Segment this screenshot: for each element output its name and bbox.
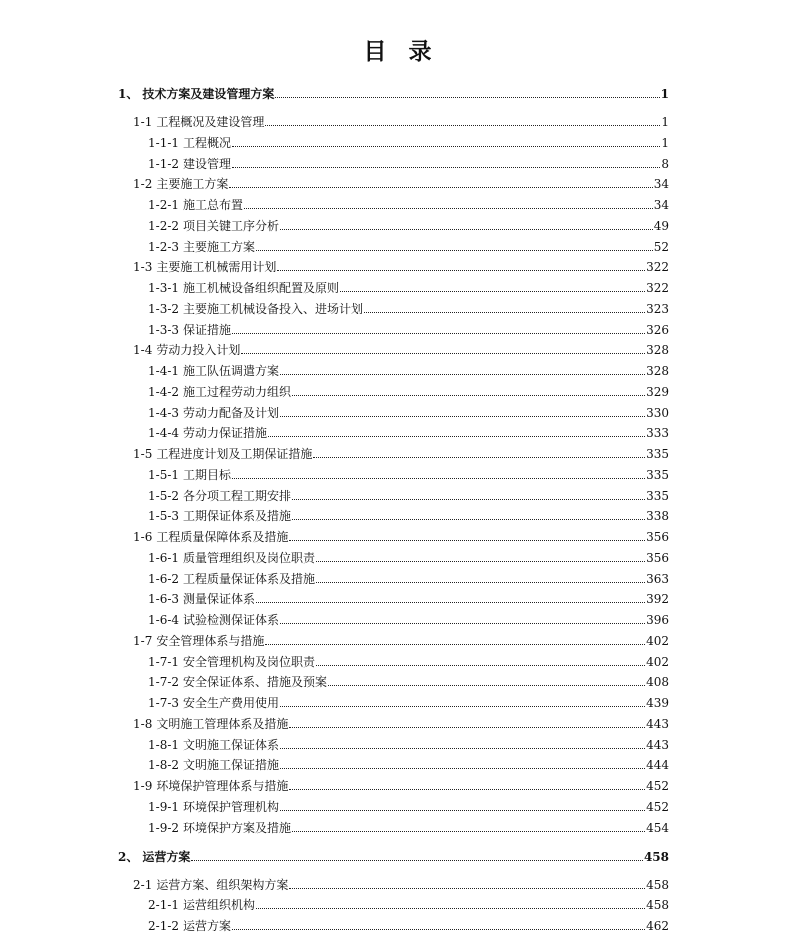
toc-entry-page: 1: [661, 136, 669, 150]
toc-entry-text: 施工机械设备组织配置及原则: [183, 281, 340, 295]
toc-entry[interactable]: [148, 691, 669, 711]
toc-entry-page: 356: [646, 530, 669, 544]
toc-entry-text: 劳动力配备及计划: [183, 406, 280, 420]
toc-entry-text: 文明施工保证体系: [183, 738, 280, 752]
toc-entry[interactable]: [148, 276, 669, 296]
toc-entry-label: [148, 508, 291, 524]
toc-entry[interactable]: [133, 110, 669, 130]
toc-entry-label: [133, 446, 312, 462]
toc-entry-number: 1-6-3: [148, 592, 180, 606]
toc-entry[interactable]: [148, 816, 669, 836]
dot-leader: [280, 810, 645, 811]
dot-leader: [280, 748, 645, 749]
toc-entry[interactable]: [133, 442, 669, 462]
toc-entry-text: 工期目标: [183, 468, 232, 482]
toc-entry-label: [148, 363, 279, 379]
toc-title-char-2: 录: [408, 38, 432, 65]
toc-entry-text: 保证措施: [183, 323, 232, 337]
toc-entry-text: 运营组织机构: [183, 898, 256, 912]
dot-leader: [232, 333, 645, 334]
toc-entry-number: 1-2-1: [148, 198, 180, 212]
dot-leader: [256, 602, 645, 603]
toc-entry-text: 工程进度计划及工期保证措施: [156, 447, 313, 461]
toc-entry[interactable]: [133, 255, 669, 275]
toc-entry[interactable]: [118, 845, 669, 865]
toc-entry-label: [148, 384, 291, 400]
toc-entry-page: 333: [646, 426, 669, 440]
toc-entry-page: 326: [646, 323, 669, 337]
dot-leader: [328, 685, 645, 686]
toc-entry-page: 458: [643, 850, 669, 864]
toc-entry-label: [148, 654, 315, 670]
toc-entry-number: 1-3: [133, 260, 153, 274]
toc-entry-page: 392: [646, 592, 669, 606]
dot-leader: [316, 561, 645, 562]
toc-entry-label: [148, 897, 255, 913]
toc-entry-number: 1-4-2: [148, 385, 180, 399]
toc-entry-text: 主要施工机械需用计划: [156, 260, 277, 274]
dot-leader: [191, 860, 643, 861]
toc-entry[interactable]: [148, 359, 669, 379]
toc-entry-page: 34: [653, 177, 669, 191]
toc-entry[interactable]: [148, 401, 669, 421]
toc-entry-page: 322: [646, 281, 669, 295]
toc-entry-text: 运营方案: [183, 919, 232, 933]
toc-entry-text: 劳动力投入计划: [156, 343, 241, 357]
toc-entry-number: 2-1: [133, 878, 153, 892]
toc-entry-number: 1-7: [133, 634, 153, 648]
toc-entry-number: 1-3-1: [148, 281, 180, 295]
toc-entry-label: [148, 820, 291, 836]
toc-entry-text: 各分项工程工期安排: [183, 489, 292, 503]
toc-entry[interactable]: [133, 774, 669, 794]
toc-entry-label: [133, 633, 264, 649]
toc-entry-text: 劳动力保证措施: [183, 426, 268, 440]
toc-entry-page: 335: [646, 447, 669, 461]
dot-leader: [292, 519, 645, 520]
dot-leader: [364, 312, 645, 313]
toc-entry-number: 2、: [118, 850, 139, 864]
toc-entry-number: 1-3-2: [148, 302, 180, 316]
toc-entry-page: 408: [646, 675, 669, 689]
toc-entry-page: 439: [646, 696, 669, 710]
toc-entry[interactable]: [133, 172, 669, 192]
toc-entry-number: 1-2-2: [148, 219, 180, 233]
toc-entry-label: [133, 778, 288, 794]
toc-entry[interactable]: [148, 484, 669, 504]
toc-entry-text: 文明施工管理体系及措施: [156, 717, 289, 731]
toc-entry[interactable]: [148, 546, 669, 566]
toc-entry-text: 运营方案、组织架构方案: [156, 878, 289, 892]
toc-entry[interactable]: [133, 873, 669, 893]
toc-entry-page: 8: [661, 157, 669, 171]
toc-entry-label: [133, 176, 228, 192]
toc-entry[interactable]: [148, 463, 669, 483]
toc-entry-number: 1-2-3: [148, 240, 180, 254]
toc-entry[interactable]: [148, 214, 669, 234]
toc-entry-label: [148, 488, 291, 504]
toc-entry-number: 1-4-3: [148, 406, 180, 420]
toc-entry-text: 安全生产费用使用: [183, 696, 280, 710]
toc-entry[interactable]: [133, 338, 669, 358]
toc-entry[interactable]: [148, 608, 669, 628]
toc-entry-text: 试验检测保证体系: [183, 613, 280, 627]
toc-entry-label: [133, 716, 288, 732]
toc-entry-label: [148, 695, 279, 711]
dot-leader: [289, 540, 645, 541]
toc-entry-label: [148, 550, 315, 566]
dot-leader: [280, 229, 653, 230]
toc-entry-number: 2-1-1: [148, 898, 180, 912]
toc-entry[interactable]: [148, 893, 669, 913]
toc-entry-text: 环境保护方案及措施: [183, 821, 292, 835]
dot-leader: [256, 250, 653, 251]
toc-entry-number: 1-4-1: [148, 364, 180, 378]
toc-title-char-1: 目: [363, 38, 387, 65]
toc-entry[interactable]: [148, 380, 669, 400]
toc-entry[interactable]: [148, 753, 669, 773]
toc-entry-label: [133, 877, 288, 893]
toc-entry-page: 335: [646, 489, 669, 503]
toc-entry-text: 测量保证体系: [183, 592, 256, 606]
toc-entry-text: 主要施工方案: [156, 177, 229, 191]
toc-entry-label: [148, 612, 279, 628]
toc-entry-label: [148, 280, 339, 296]
dot-leader: [289, 888, 645, 889]
toc-entry-page: 52: [653, 240, 669, 254]
dot-leader: [316, 665, 645, 666]
toc-entry[interactable]: [133, 712, 669, 732]
toc-entry-number: 1-7-1: [148, 655, 180, 669]
toc-entry-text: 施工队伍调遣方案: [183, 364, 280, 378]
toc-entry-text: 环境保护管理机构: [183, 800, 280, 814]
dot-leader: [313, 457, 645, 458]
toc-entry-page: 328: [646, 343, 669, 357]
toc-entry-text: 安全管理体系与措施: [156, 634, 265, 648]
toc-entry-page: 458: [646, 878, 669, 892]
toc-entry-label: [133, 529, 288, 545]
dot-leader: [316, 582, 645, 583]
toc-entry-text: 工程质量保障体系及措施: [156, 530, 289, 544]
toc-entry-page: 49: [653, 219, 669, 233]
toc-entry-text: 环境保护管理体系与措施: [156, 779, 289, 793]
toc-entry-number: 1-5-2: [148, 489, 180, 503]
toc-entry-label: [148, 239, 255, 255]
toc-entry-page: 443: [646, 717, 669, 731]
toc-entry-label: [148, 425, 267, 441]
toc-entry-label: [148, 322, 231, 338]
toc-entry-page: 329: [646, 385, 669, 399]
toc-entry-number: 1-6-4: [148, 613, 180, 627]
toc-entry[interactable]: [148, 131, 669, 151]
toc-entry-page: 454: [646, 821, 669, 835]
toc-entry-label: [148, 405, 279, 421]
toc-entry-label: [148, 135, 231, 151]
dot-leader: [241, 353, 645, 354]
toc-entry-page: 356: [646, 551, 669, 565]
toc-entry-label: [148, 197, 243, 213]
dot-leader: [265, 644, 645, 645]
toc-entry-number: 1-6: [133, 530, 153, 544]
toc-entry-page: 452: [646, 800, 669, 814]
dot-leader: [280, 706, 645, 707]
toc-entry-text: 工程质量保证体系及措施: [183, 572, 316, 586]
toc-entry[interactable]: [118, 82, 669, 102]
toc-entry[interactable]: [148, 567, 669, 587]
toc-title: [0, 37, 795, 67]
toc-entry-label: [148, 591, 255, 607]
toc-entry-label: [148, 799, 279, 815]
toc-entry-number: 1-5-1: [148, 468, 180, 482]
toc-entry-page: 443: [646, 738, 669, 752]
toc-entry-number: 1-1-2: [148, 157, 180, 171]
dot-leader: [232, 146, 660, 147]
dot-leader: [244, 208, 653, 209]
toc-entry-page: 402: [646, 634, 669, 648]
toc-entry-page: 363: [646, 572, 669, 586]
toc-entry-page: 328: [646, 364, 669, 378]
dot-leader: [277, 270, 645, 271]
toc-entry-page: 323: [646, 302, 669, 316]
toc-entry-number: 1-7-3: [148, 696, 180, 710]
toc-entry-text: 安全管理机构及岗位职责: [183, 655, 316, 669]
toc-entry-number: 1-2: [133, 177, 153, 191]
toc-entry-label: [133, 114, 264, 130]
toc-entry-label: [148, 156, 231, 172]
toc-entry[interactable]: [148, 650, 669, 670]
toc-entry[interactable]: [148, 795, 669, 815]
toc-entry-label: [118, 86, 274, 102]
toc-entry-label: [148, 571, 315, 587]
toc-entry-label: [148, 674, 327, 690]
toc-entry[interactable]: [148, 504, 669, 524]
toc-entry-number: 1-9-1: [148, 800, 180, 814]
dot-leader: [256, 908, 645, 909]
dot-leader: [280, 768, 645, 769]
toc-entry-number: 1-8-2: [148, 758, 180, 772]
toc-entry-number: 1-1-1: [148, 136, 180, 150]
toc-entry[interactable]: [148, 914, 669, 934]
toc-entry-text: 文明施工保证措施: [183, 758, 280, 772]
dot-leader: [289, 727, 645, 728]
dot-leader: [265, 125, 660, 126]
dot-leader: [232, 167, 660, 168]
toc-entry-number: 1-7-2: [148, 675, 180, 689]
toc-entry-number: 1-1: [133, 115, 153, 129]
toc-entry-number: 1-9: [133, 779, 153, 793]
toc-entry[interactable]: [148, 670, 669, 690]
toc-entry-label: [148, 757, 279, 773]
toc-entry-number: 1-5: [133, 447, 153, 461]
dot-leader: [280, 623, 645, 624]
toc-entry-number: 1-5-3: [148, 509, 180, 523]
toc-entry-text: 运营方案: [142, 850, 191, 864]
toc-entry-label: [148, 737, 279, 753]
toc-entry-number: 1、: [118, 87, 139, 101]
dot-leader: [232, 478, 645, 479]
toc-entry[interactable]: [148, 421, 669, 441]
toc-entry[interactable]: [148, 297, 669, 317]
toc-entry-number: 1-6-1: [148, 551, 180, 565]
toc-entry-number: 1-9-2: [148, 821, 180, 835]
toc-entry-number: 1-6-2: [148, 572, 180, 586]
toc-entry-text: 技术方案及建设管理方案: [142, 87, 275, 101]
toc-entry-page: 330: [646, 406, 669, 420]
toc-entry-page: 396: [646, 613, 669, 627]
toc-entry-label: [133, 342, 240, 358]
dot-leader: [268, 436, 645, 437]
toc-entry-number: 1-4: [133, 343, 153, 357]
toc-entry-page: 444: [646, 758, 669, 772]
toc-entry[interactable]: [148, 152, 669, 172]
dot-leader: [280, 416, 645, 417]
toc-entry[interactable]: [148, 318, 669, 338]
toc-entry-page: 458: [646, 898, 669, 912]
dot-leader: [280, 374, 645, 375]
toc-entry-text: 工程概况及建设管理: [156, 115, 265, 129]
toc-entry[interactable]: [133, 525, 669, 545]
toc-entry-page: 1: [661, 115, 669, 129]
toc-entry-text: 主要施工机械设备投入、进场计划: [183, 302, 364, 316]
dot-leader: [292, 395, 645, 396]
dot-leader: [289, 789, 645, 790]
toc-entry-page: 322: [646, 260, 669, 274]
toc-entry-text: 主要施工方案: [183, 240, 256, 254]
toc-entry-text: 安全保证体系、措施及预案: [183, 675, 328, 689]
toc-entry-text: 工程概况: [183, 136, 232, 150]
toc-entry-text: 项目关键工序分析: [183, 219, 280, 233]
toc-entry-number: 1-4-4: [148, 426, 180, 440]
toc-entry-text: 施工总布置: [183, 198, 244, 212]
toc-entry[interactable]: [148, 733, 669, 753]
toc-entry[interactable]: [148, 587, 669, 607]
toc-entry-page: 452: [646, 779, 669, 793]
dot-leader: [340, 291, 645, 292]
toc-entry[interactable]: [148, 235, 669, 255]
toc-entry-label: [148, 918, 231, 934]
toc-entry-label: [148, 301, 363, 317]
toc-entry-text: 质量管理组织及岗位职责: [183, 551, 316, 565]
toc-entry-page: 462: [646, 919, 669, 933]
toc-entry-label: [148, 467, 231, 483]
dot-leader: [275, 97, 659, 98]
toc-entry-number: 1-3-3: [148, 323, 180, 337]
toc-entry[interactable]: [133, 629, 669, 649]
toc-entry-page: 335: [646, 468, 669, 482]
toc-entry-text: 施工过程劳动力组织: [183, 385, 292, 399]
toc-entry-label: [133, 259, 276, 275]
toc-entry-label: [118, 849, 190, 865]
toc-entry-page: 402: [646, 655, 669, 669]
toc-entry-text: 建设管理: [183, 157, 232, 171]
toc-entry-label: [148, 218, 279, 234]
toc-entry[interactable]: [148, 193, 669, 213]
toc-entry-number: 2-1-2: [148, 919, 180, 933]
dot-leader: [229, 187, 652, 188]
dot-leader: [292, 499, 645, 500]
toc-entry-text: 工期保证体系及措施: [183, 509, 292, 523]
dot-leader: [232, 929, 645, 930]
toc-entry-page: 1: [660, 87, 669, 101]
dot-leader: [292, 831, 645, 832]
toc-entry-page: 34: [653, 198, 669, 212]
toc-entry-number: 1-8: [133, 717, 153, 731]
toc-entry-page: 338: [646, 509, 669, 523]
toc-entry-number: 1-8-1: [148, 738, 180, 752]
